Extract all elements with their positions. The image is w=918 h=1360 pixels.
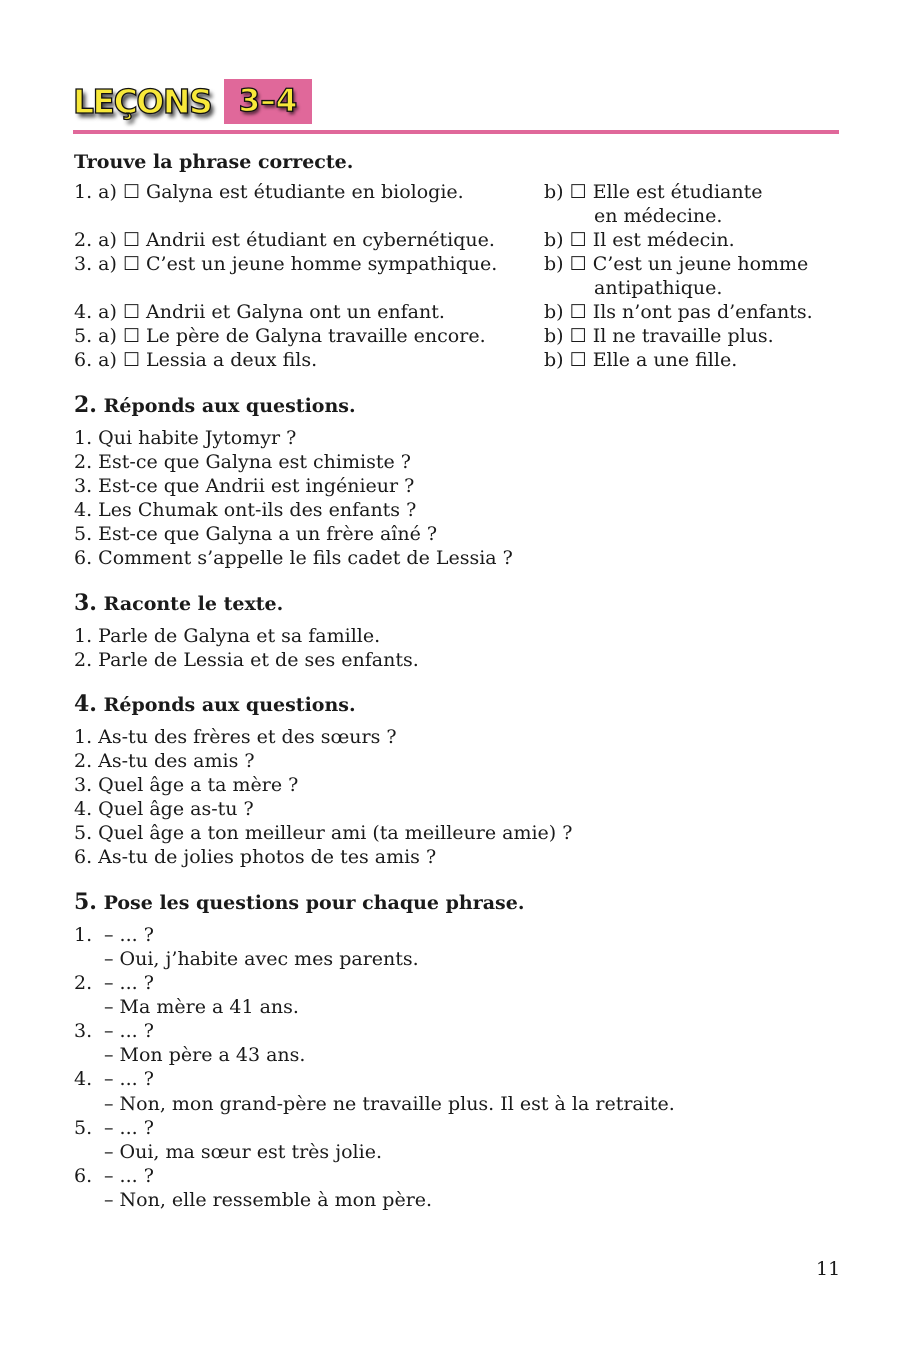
ex5-item-4-question: – ... ?	[104, 1068, 154, 1090]
ex1-row3-option-b-cont: antipathique.	[594, 277, 723, 299]
ex5-item-3-number: 3.	[74, 1020, 93, 1042]
ex1-row1-option-a: 1. a) ☐ Galyna est étudiante en biologie.	[74, 181, 464, 203]
ex5-item-4-answer: – Non, mon grand-père ne travaille plus. Il est à la retraite.	[104, 1093, 675, 1115]
ex5-item-1-question: – ... ?	[104, 924, 154, 946]
ex4-item-4: 4. Quel âge as-tu ?	[74, 798, 254, 820]
ex1-row4-option-b: b) ☐ Ils n’ont pas d’enfants.	[544, 301, 813, 323]
ex1-row1-option-b-cont: en médecine.	[594, 205, 723, 227]
ex1-row3-option-b: b) ☐ C’est un jeune homme	[544, 253, 809, 275]
ex1-row4-option-a: 4. a) ☐ Andrii et Galyna ont un enfant.	[74, 301, 445, 323]
exercise-4-number: 4.	[74, 691, 97, 717]
ex2-item-2: 2. Est-ce que Galyna est chimiste ?	[74, 451, 411, 473]
ex4-item-1: 1. As-tu des frères et des sœurs ?	[74, 726, 397, 748]
ex5-item-2-number: 2.	[74, 972, 93, 994]
ex1-row6-option-a: 6. a) ☐ Lessia a deux fils.	[74, 349, 318, 371]
ex1-row2-option-b: b) ☐ Il est médecin.	[544, 229, 735, 251]
exercise-5-number: 5.	[74, 889, 97, 915]
ex2-item-4: 4. Les Chumak ont-ils des enfants ?	[74, 499, 417, 521]
exercise-5-title: Pose les questions pour chaque phrase.	[103, 892, 525, 914]
exercise-1-title: Trouve la phrase correcte.	[74, 151, 354, 173]
ex5-item-1-answer: – Oui, j’habite avec mes parents.	[104, 948, 419, 970]
lesson-number: 3–4	[238, 83, 298, 119]
ex1-row5-option-b: b) ☐ Il ne travaille plus.	[544, 325, 774, 347]
ex5-item-2-question: – ... ?	[104, 972, 154, 994]
ex2-item-1: 1. Qui habite Jytomyr ?	[74, 427, 297, 449]
page-number: 11	[816, 1258, 841, 1280]
ex2-item-3: 3. Est-ce que Andrii est ingénieur ?	[74, 475, 415, 497]
ex5-item-1-number: 1.	[74, 924, 93, 946]
exercise-3-heading	[74, 591, 283, 616]
exercise-2-number: 2.	[74, 392, 97, 418]
ex5-item-2-answer: – Ma mère a 41 ans.	[104, 996, 299, 1018]
ex2-item-5: 5. Est-ce que Galyna a un frère aîné ?	[74, 523, 438, 545]
header-rule	[73, 130, 839, 134]
exercise-4-title: Réponds aux questions.	[103, 694, 356, 716]
lesson-title: LEÇONS	[73, 82, 212, 121]
exercise-4-heading	[74, 692, 356, 717]
ex4-item-6: 6. As-tu de jolies photos de tes amis ?	[74, 846, 437, 868]
ex5-item-3-answer: – Mon père a 43 ans.	[104, 1044, 306, 1066]
ex1-row1-option-b: b) ☐ Elle est étudiante	[544, 181, 763, 203]
ex3-item-2: 2. Parle de Lessia et de ses enfants.	[74, 649, 419, 671]
ex1-row5-option-a: 5. a) ☐ Le père de Galyna travaille encore.	[74, 325, 486, 347]
ex1-row6-option-b: b) ☐ Elle a une fille.	[544, 349, 738, 371]
ex3-item-1: 1. Parle de Galyna et sa famille.	[74, 625, 381, 647]
ex5-item-6-question: – ... ?	[104, 1165, 154, 1187]
ex4-item-5: 5. Quel âge a ton meilleur ami (ta meilleure amie) ?	[74, 822, 573, 844]
ex1-row3-option-a: 3. a) ☐ C’est un jeune homme sympathique.	[74, 253, 498, 275]
ex5-item-3-question: – ... ?	[104, 1020, 154, 1042]
ex5-item-6-answer: – Non, elle ressemble à mon père.	[104, 1189, 433, 1211]
ex5-item-5-number: 5.	[74, 1117, 93, 1139]
exercise-3-title: Raconte le texte.	[103, 593, 284, 615]
ex5-item-6-number: 6.	[74, 1165, 93, 1187]
exercise-2-heading	[74, 393, 356, 418]
lesson-number-box	[224, 79, 312, 124]
ex5-item-4-number: 4.	[74, 1068, 93, 1090]
exercise-3-number: 3.	[74, 590, 97, 616]
exercise-5-heading	[74, 890, 524, 915]
exercise-2-title: Réponds aux questions.	[103, 395, 356, 417]
ex5-item-5-answer: – Oui, ma sœur est très jolie.	[104, 1141, 382, 1163]
ex2-item-6: 6. Comment s’appelle le fils cadet de Lessia ?	[74, 547, 513, 569]
ex5-item-5-question: – ... ?	[104, 1117, 154, 1139]
ex4-item-3: 3. Quel âge a ta mère ?	[74, 774, 299, 796]
ex4-item-2: 2. As-tu des amis ?	[74, 750, 255, 772]
ex1-row2-option-a: 2. a) ☐ Andrii est étudiant en cybernétique.	[74, 229, 495, 251]
